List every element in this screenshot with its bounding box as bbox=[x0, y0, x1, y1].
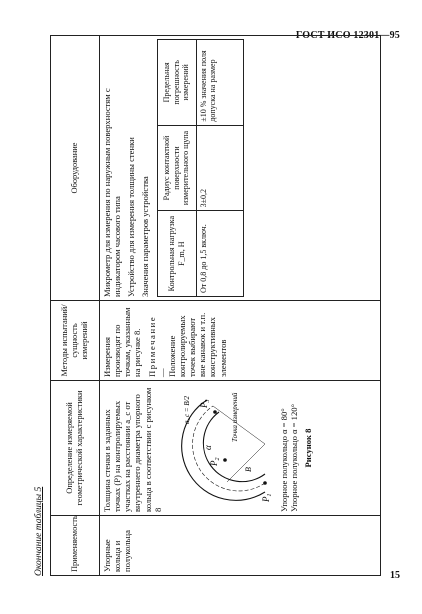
label-ac: a_c = B/2 bbox=[182, 395, 191, 424]
methods-main: Измерения производят по точкам, указанным на рисунке 8. bbox=[102, 307, 143, 377]
rotated-table-block bbox=[34, 36, 379, 576]
table-header-row bbox=[51, 36, 100, 576]
table-5-continuation bbox=[50, 35, 381, 576]
methods-note-head: Примечание — bbox=[146, 315, 167, 377]
params-value-error: ±10 % значения поля допуска на размер bbox=[196, 40, 243, 126]
note-120: Упорное полукольцо α = 120° bbox=[289, 404, 300, 512]
params-table bbox=[157, 39, 244, 297]
table-row bbox=[100, 36, 381, 576]
table-caption: Окончание таблицы 5 bbox=[34, 486, 44, 576]
params-header-radius: Радиус контактной поверхности измерительного щупа bbox=[157, 125, 196, 211]
header-definition: Определение измеряемой геометрической характеристики bbox=[51, 381, 100, 516]
header-methods: Методы испытаний/сущность измерений bbox=[51, 301, 100, 381]
params-value-radius: 3±0,2 bbox=[196, 125, 243, 211]
point-p3 bbox=[213, 410, 217, 414]
params-value-row bbox=[196, 40, 243, 297]
cell-definition bbox=[100, 381, 381, 516]
equipment-params: Значения параметров устройства bbox=[140, 176, 151, 297]
label-p1: $P_1$ bbox=[260, 493, 273, 502]
outer-arc bbox=[181, 400, 264, 500]
page-number: 15 bbox=[390, 570, 400, 581]
angle-line-1 bbox=[227, 444, 265, 482]
header-equipment: Оборудование bbox=[51, 36, 100, 301]
cell-methods bbox=[100, 301, 381, 381]
cell-application: Упорные кольца и полукольца bbox=[100, 516, 381, 576]
point-p1 bbox=[263, 481, 267, 485]
note-80: Упорное полукольцо α = 80° bbox=[278, 408, 289, 512]
label-b: B bbox=[243, 467, 253, 472]
params-header-row bbox=[157, 40, 196, 297]
label-alpha: α bbox=[202, 445, 213, 450]
cell-equipment bbox=[100, 36, 381, 301]
figure-8-diagram bbox=[167, 384, 277, 512]
params-value-load: От 0,8 до 1,5 включ. bbox=[196, 211, 243, 297]
label-p3: $P_3$ bbox=[198, 399, 211, 408]
label-p2: $P_2$ bbox=[208, 457, 221, 466]
point-p2 bbox=[223, 458, 227, 462]
document-header: ГОСТ ИСО 12301—95 bbox=[295, 30, 400, 41]
equipment-device: Устройство для измерения толщины стенки bbox=[126, 137, 137, 297]
params-header-error: Предельная погрешность измерений bbox=[157, 40, 196, 126]
angle-line-2 bbox=[213, 406, 265, 444]
figure-caption: Рисунок 8 bbox=[303, 428, 314, 468]
params-header-load: Контрольная нагрузка F_m, Н bbox=[157, 211, 196, 297]
equipment-micrometer: Микрометр для измерения по наружным поверхностям с индикатором часового типа bbox=[102, 88, 123, 297]
label-measure-point: Точка измерений bbox=[230, 392, 239, 442]
header-application: Применяемость bbox=[51, 516, 100, 576]
definition-text: Толщина стенки в заданных точках (P) на контролируемых участках на расстоянии a_c от внутреннего диаметра упорного кольца в соответствии с рисунком 8 bbox=[102, 387, 163, 512]
methods-note: Положение контролируемых точек выбирают вне канавок и т.п. конструктивных элементов bbox=[166, 312, 228, 377]
